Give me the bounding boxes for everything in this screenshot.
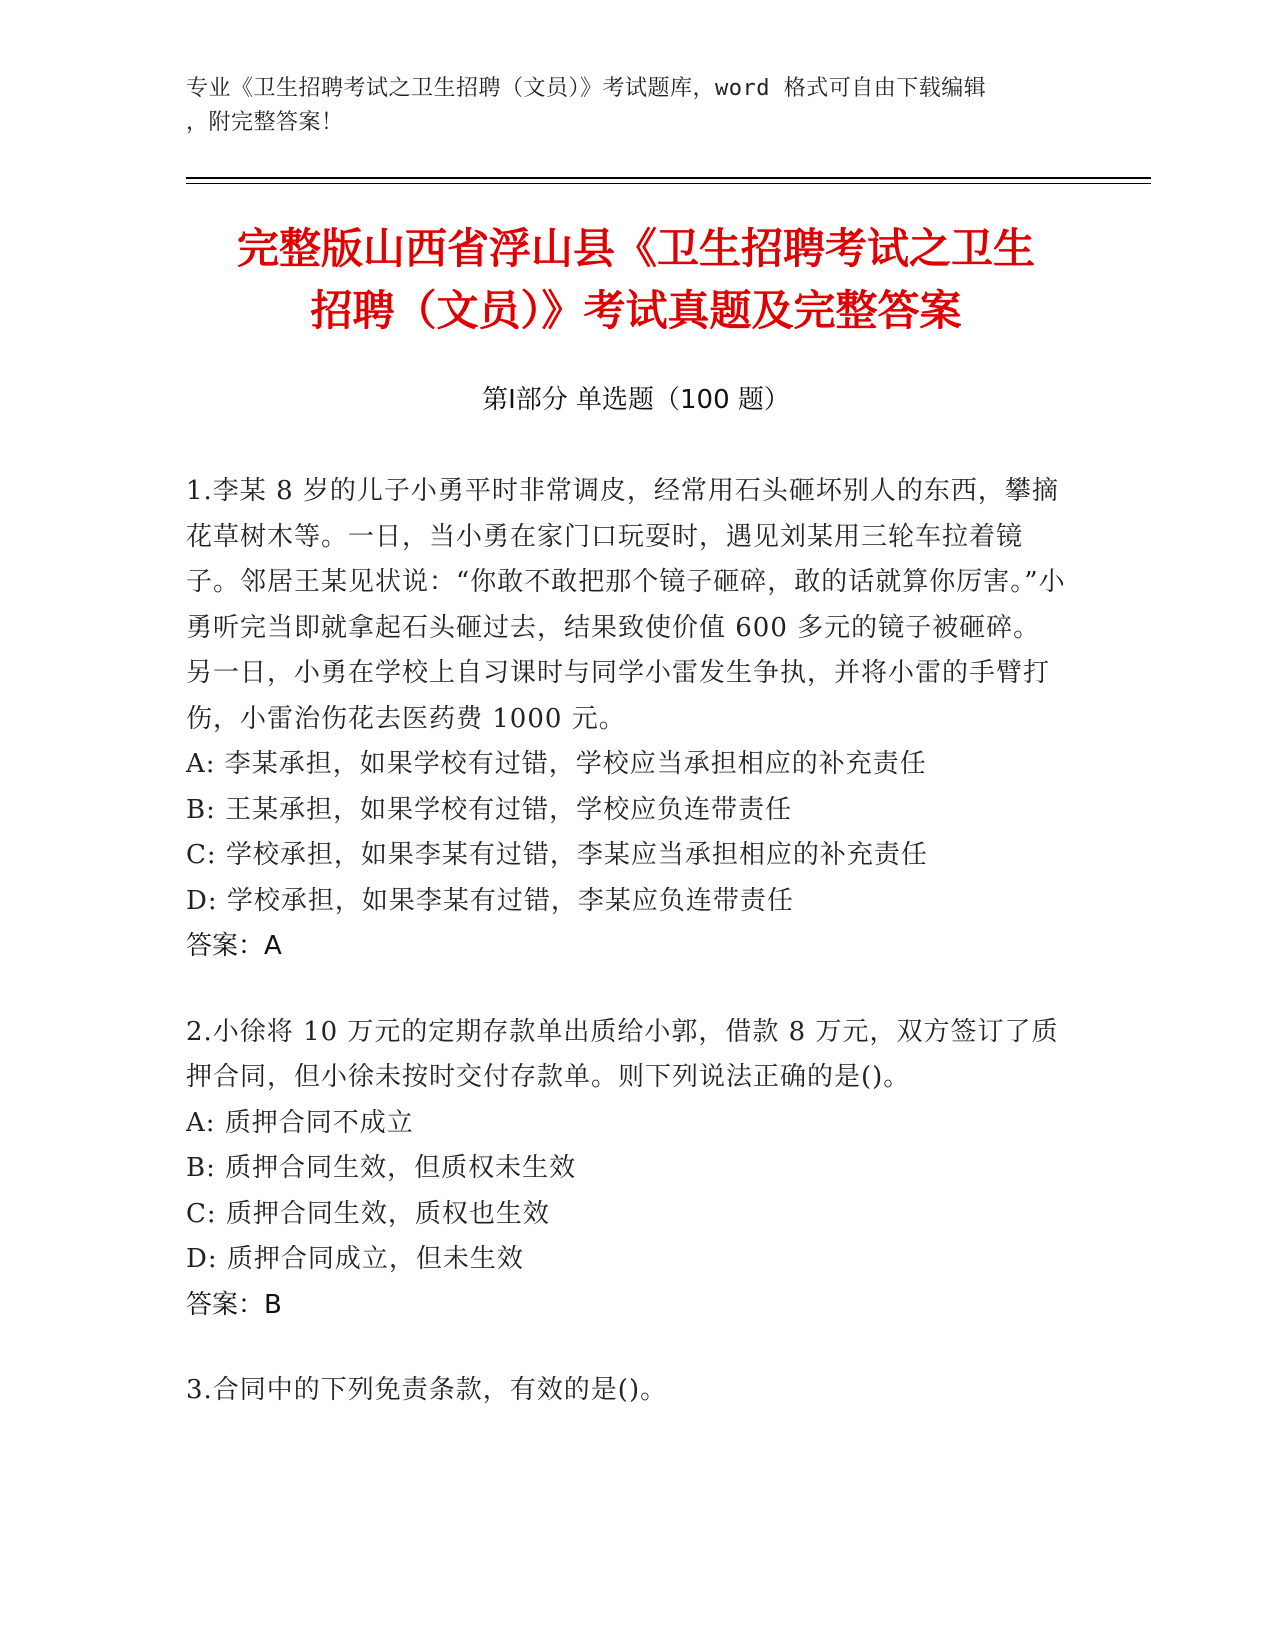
question-item bbox=[186, 1010, 1066, 1329]
question-stem: 1.李某 8 岁的儿子小勇平时非常调皮，经常用石头砸坏别人的东西，攀摘花草树木等。一日，当小勇在家门口玩耍时，遇见刘某用三轮车拉着镜子。邻居王某见状说：“你敢不敢把那个镜子砸碎，敢的话就算你厉害。”小勇听完当即就拿起石头砸过去，结果致使价值 600 多元的镜子被砸碎。另一日，小勇在学校上自习课时与同学小雷发生争执，并将小雷的手臂打伤，小雷治伤花去医药费 1000 元。 bbox=[186, 476, 1066, 734]
header-note-line-1: 专业《卫生招聘考试之卫生招聘（文员）》考试题库，word 格式可自由下载编辑 bbox=[186, 76, 987, 101]
question-answer: 答案：A bbox=[186, 931, 282, 961]
header-divider-thin bbox=[186, 183, 1151, 184]
question-option-a: A: 李某承担，如果学校有过错，学校应当承担相应的补充责任 bbox=[186, 749, 927, 779]
question-option-c: C: 学校承担，如果李某有过错，李某应当承担相应的补充责任 bbox=[186, 840, 928, 870]
question-item bbox=[186, 1368, 1066, 1414]
header-note-line-2: ，附完整答案！ bbox=[186, 110, 344, 135]
question-item bbox=[186, 469, 1066, 970]
document-title bbox=[186, 218, 1086, 342]
header-divider-thick bbox=[186, 177, 1151, 179]
section-title: 第Ⅰ部分 单选题（100 题） bbox=[482, 385, 790, 415]
question-option-b: B: 质押合同生效，但质权未生效 bbox=[186, 1153, 577, 1183]
document-title-line-1: 完整版山西省浮山县《卫生招聘考试之卫生 bbox=[236, 224, 1035, 273]
question-option-c: C: 质押合同生效，质权也生效 bbox=[186, 1198, 550, 1229]
header-note bbox=[186, 72, 1066, 140]
question-option-d: D: 学校承担，如果李某有过错，李某应负连带责任 bbox=[186, 885, 794, 916]
question-option-d: D: 质押合同成立，但未生效 bbox=[186, 1244, 524, 1274]
question-list bbox=[186, 469, 1066, 1454]
question-stem: 2.小徐将 10 万元的定期存款单出质给小郭，借款 8 万元，双方签订了质押合同，但小徐未按时交付存款单。则下列说法正确的是()。 bbox=[186, 1016, 1059, 1092]
document-title-line-2: 招聘（文员）》考试真题及完整答案 bbox=[310, 286, 962, 335]
question-option-a: A: 质押合同不成立 bbox=[186, 1107, 414, 1138]
question-answer: 答案：B bbox=[186, 1289, 282, 1320]
question-stem: 3.合同中的下列免责条款，有效的是()。 bbox=[186, 1375, 668, 1405]
question-option-b: B: 王某承担，如果学校有过错，学校应负连带责任 bbox=[186, 794, 793, 825]
